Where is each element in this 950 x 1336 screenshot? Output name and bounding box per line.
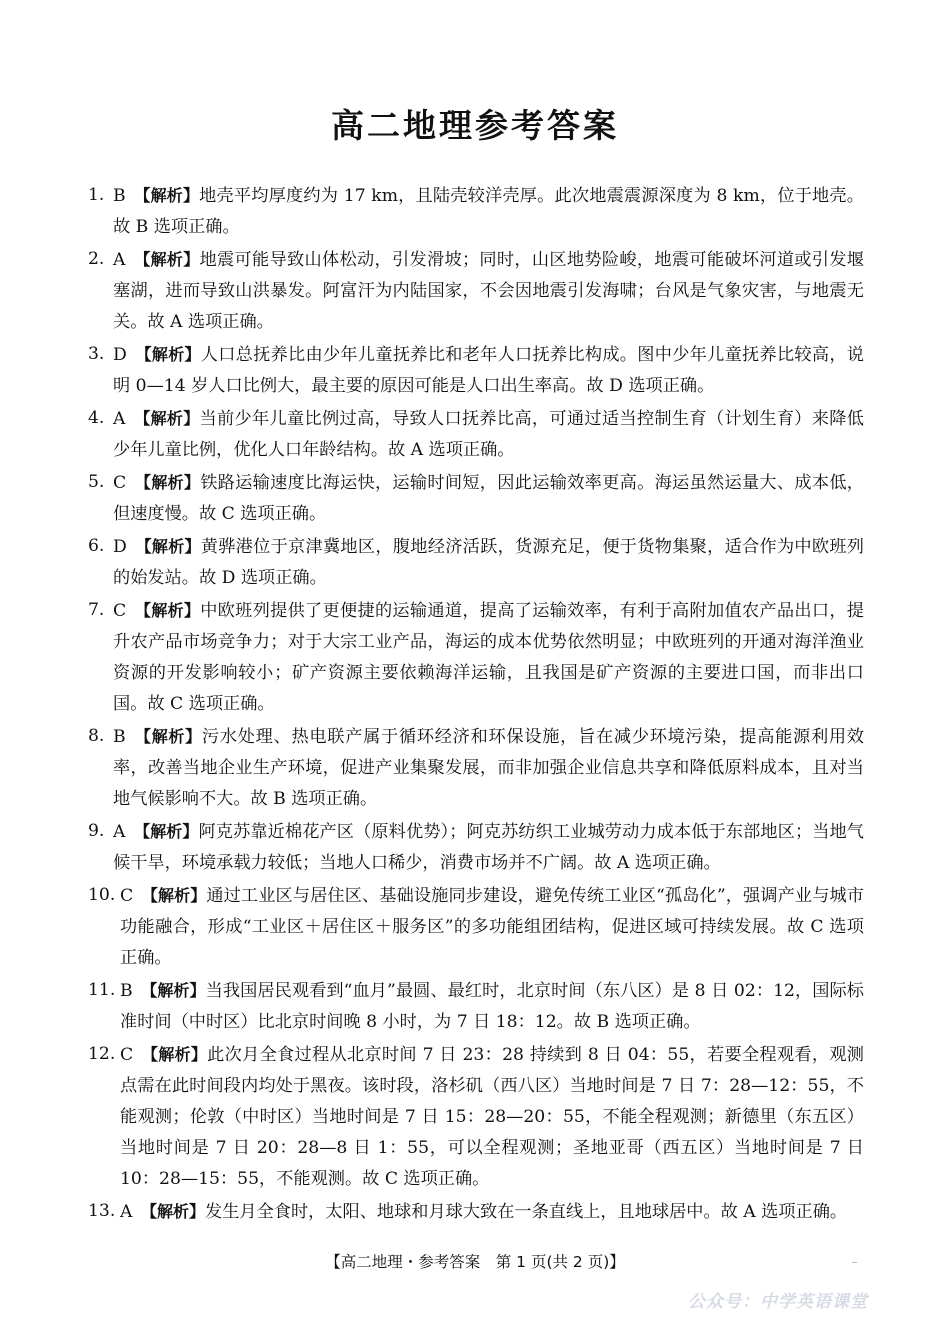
- question-number: 3.: [88, 344, 105, 364]
- answer-item: [88, 531, 864, 594]
- answer-item: [88, 816, 864, 879]
- question-number: 10.: [88, 885, 116, 905]
- answer-body: [88, 403, 864, 466]
- answer-number: [88, 403, 104, 434]
- answer-number: [88, 880, 115, 911]
- answer-choice: B: [113, 186, 126, 206]
- answer-item: [88, 180, 864, 243]
- analysis-tag: 【解析】: [141, 981, 206, 1000]
- analysis-text: 铁路运输速度比海运快，运输时间短，因此运输效率更高。海运虽然运量大、成本低，但速度慢。故 C 选项正确。: [113, 473, 864, 524]
- answer-item: [88, 244, 864, 338]
- page-title: 高二地理参考答案: [331, 106, 619, 145]
- answer-choice: B: [113, 727, 126, 747]
- answer-item: [88, 339, 864, 402]
- answer-number: [88, 721, 104, 752]
- analysis-tag: 【解析】: [134, 409, 200, 428]
- analysis-tag: 【解析】: [141, 886, 207, 905]
- analysis-tag: 【解析】: [141, 1045, 208, 1064]
- answer-body: [88, 1039, 864, 1195]
- answer-item: [88, 1039, 864, 1195]
- analysis-tag: 【解析】: [141, 1202, 206, 1221]
- answer-item: [88, 975, 864, 1038]
- analysis-tag: 【解析】: [134, 822, 199, 841]
- analysis-tag: 【解析】: [134, 601, 201, 620]
- answer-body: [88, 180, 864, 243]
- answer-item: [88, 880, 864, 974]
- answer-number: [88, 816, 104, 847]
- answer-body: [88, 975, 864, 1038]
- answer-choice: C: [113, 601, 127, 621]
- analysis-text: 中欧班列提供了更便捷的运输通道，提高了运输效率，有利于高附加值农产品出口，提升农产品市场竞争力；对于大宗工业产品，海运的成本优势依然明显；中欧班列的开通对海洋渔业资源的开发影响较小；矿产资源主要依赖海洋运输，且我国是矿产资源的主要进口国，而非出口国。故 C 选项正确。: [113, 601, 864, 714]
- analysis-text: 黄骅港位于京津冀地区，腹地经济活跃，货源充足，便于货物集聚，适合作为中欧班列的始发站。故 D 选项正确。: [113, 537, 864, 588]
- answer-choice: A: [120, 1202, 133, 1222]
- analysis-text: 通过工业区与居住区、基础设施同步建设，避免传统工业区“孤岛化”，强调产业与城市功能融合，形成“工业区＋居住区＋服务区”的多功能组团结构，促进区域可持续发展。故 C 选项正确。: [120, 886, 864, 968]
- question-number: 13.: [88, 1201, 116, 1221]
- analysis-text: 当前少年儿童比例过高，导致人口抚养比高，可通过适当控制生育（计划生育）来降低少年儿童比例，优化人口年龄结构。故 A 选项正确。: [113, 409, 864, 460]
- question-number: 1.: [88, 185, 105, 205]
- answer-number: [88, 531, 104, 562]
- question-number: 12.: [88, 1044, 116, 1064]
- analysis-tag: 【解析】: [135, 345, 201, 364]
- analysis-text: 发生月全食时，太阳、地球和月球大致在一条直线上，且地球居中。故 A 选项正确。: [205, 1202, 848, 1222]
- question-number: 8.: [88, 726, 105, 746]
- analysis-tag: 【解析】: [134, 186, 200, 205]
- analysis-text: 当我国居民观看到“血月”最圆、最红时，北京时间（东八区）是 8 日 02：12，国际标准时间（中时区）比北京时间晚 8 小时，为 7 日 18：12。故 B 选项正确。: [120, 981, 864, 1032]
- page-footer: 【高二地理・参考答案 第 1 页(共 2 页)】: [325, 1253, 625, 1271]
- answer-number: [88, 244, 104, 275]
- question-number: 6.: [88, 536, 105, 556]
- answer-choice: B: [120, 981, 133, 1001]
- analysis-text: 阿克苏靠近棉花产区（原料优势）；阿克苏纺织工业城劳动力成本低于东部地区；当地气候干旱，环境承载力较低；当地人口稀少，消费市场并不广阔。故 A 选项正确。: [113, 822, 864, 873]
- answer-body: [88, 244, 864, 338]
- answer-number: [88, 1039, 115, 1070]
- answer-body: [88, 595, 864, 720]
- answer-body: [88, 880, 864, 974]
- analysis-text: 地壳平均厚度约为 17 km，且陆壳较洋壳厚。此次地震震源深度为 8 km，位于地壳。故 B 选项正确。: [113, 186, 864, 237]
- question-number: 11.: [88, 980, 116, 1000]
- watermark-text: 公众号：中学英语课堂: [688, 1292, 868, 1312]
- answer-number: [88, 467, 104, 498]
- answer-choice: A: [113, 409, 126, 429]
- analysis-text: 此次月全食过程从北京时间 7 日 23：28 持续到 8 日 04：55，若要全程观看，观测点需在此时间段内均处于黑夜。该时段，洛杉矶（西八区）当地时间是 7 日 7：28—12：55，不能观测；伦敦（中时区）当地时间是 7 日 15：28—20：55，不能全程观测；新德里（东五区）当地时间是 7 日 20：28—8 日 1：55，可以全程观测；圣地亚哥（西五区）当地时间是 7 日 10：28—15：55，不能观测。故 C 选项正确。: [120, 1045, 864, 1189]
- analysis-tag: 【解析】: [135, 537, 201, 556]
- analysis-text: 人口总抚养比由少年儿童抚养比和老年人口抚养比构成。图中少年儿童抚养比较高，说明 0—14 岁人口比例大，最主要的原因可能是人口出生率高。故 D 选项正确。: [113, 345, 864, 396]
- answer-number: [88, 339, 104, 370]
- answer-item: [88, 595, 864, 720]
- answer-choice: C: [120, 886, 134, 906]
- analysis-tag: 【解析】: [134, 727, 202, 746]
- answer-body: [88, 531, 864, 594]
- answer-body: [88, 339, 864, 402]
- question-number: 4.: [88, 408, 105, 428]
- answer-number: [88, 595, 104, 626]
- answer-item: [88, 467, 864, 530]
- answer-number: [88, 1196, 115, 1227]
- question-number: 9.: [88, 821, 105, 841]
- answer-choice: D: [113, 345, 127, 365]
- answer-body: [88, 721, 864, 815]
- question-number: 5.: [88, 472, 105, 492]
- question-number: 7.: [88, 600, 105, 620]
- answer-item: [88, 721, 864, 815]
- answer-list: [88, 180, 864, 1229]
- analysis-text: 污水处理、热电联产属于循环经济和环保设施，旨在减少环境污染，提高能源利用效率，改善当地企业生产环境，促进产业集聚发展，而非加强企业信息共享和降低原料成本，且对当地气候影响不大。故 B 选项正确。: [113, 727, 864, 809]
- answer-choice: D: [113, 537, 127, 557]
- answer-choice: C: [120, 1045, 134, 1065]
- answer-number: [88, 180, 104, 211]
- answer-choice: A: [113, 250, 126, 270]
- question-number: 2.: [88, 249, 105, 269]
- analysis-tag: 【解析】: [134, 250, 200, 269]
- answer-choice: A: [113, 822, 126, 842]
- analysis-tag: 【解析】: [134, 473, 201, 492]
- answer-item: [88, 403, 864, 466]
- answer-body: [88, 816, 864, 879]
- analysis-text: 地震可能导致山体松动，引发滑坡；同时，山区地势险峻，地震可能破坏河道或引发堰塞湖，进而导致山洪暴发。阿富汗为内陆国家，不会因地震引发海啸；台风是气象灾害，与地震无关。故 A 选项正确。: [113, 250, 864, 332]
- answer-number: [88, 975, 115, 1006]
- answer-choice: C: [113, 473, 127, 493]
- answer-item: [88, 1196, 864, 1228]
- answer-body: [88, 467, 864, 530]
- answer-body: [88, 1196, 864, 1228]
